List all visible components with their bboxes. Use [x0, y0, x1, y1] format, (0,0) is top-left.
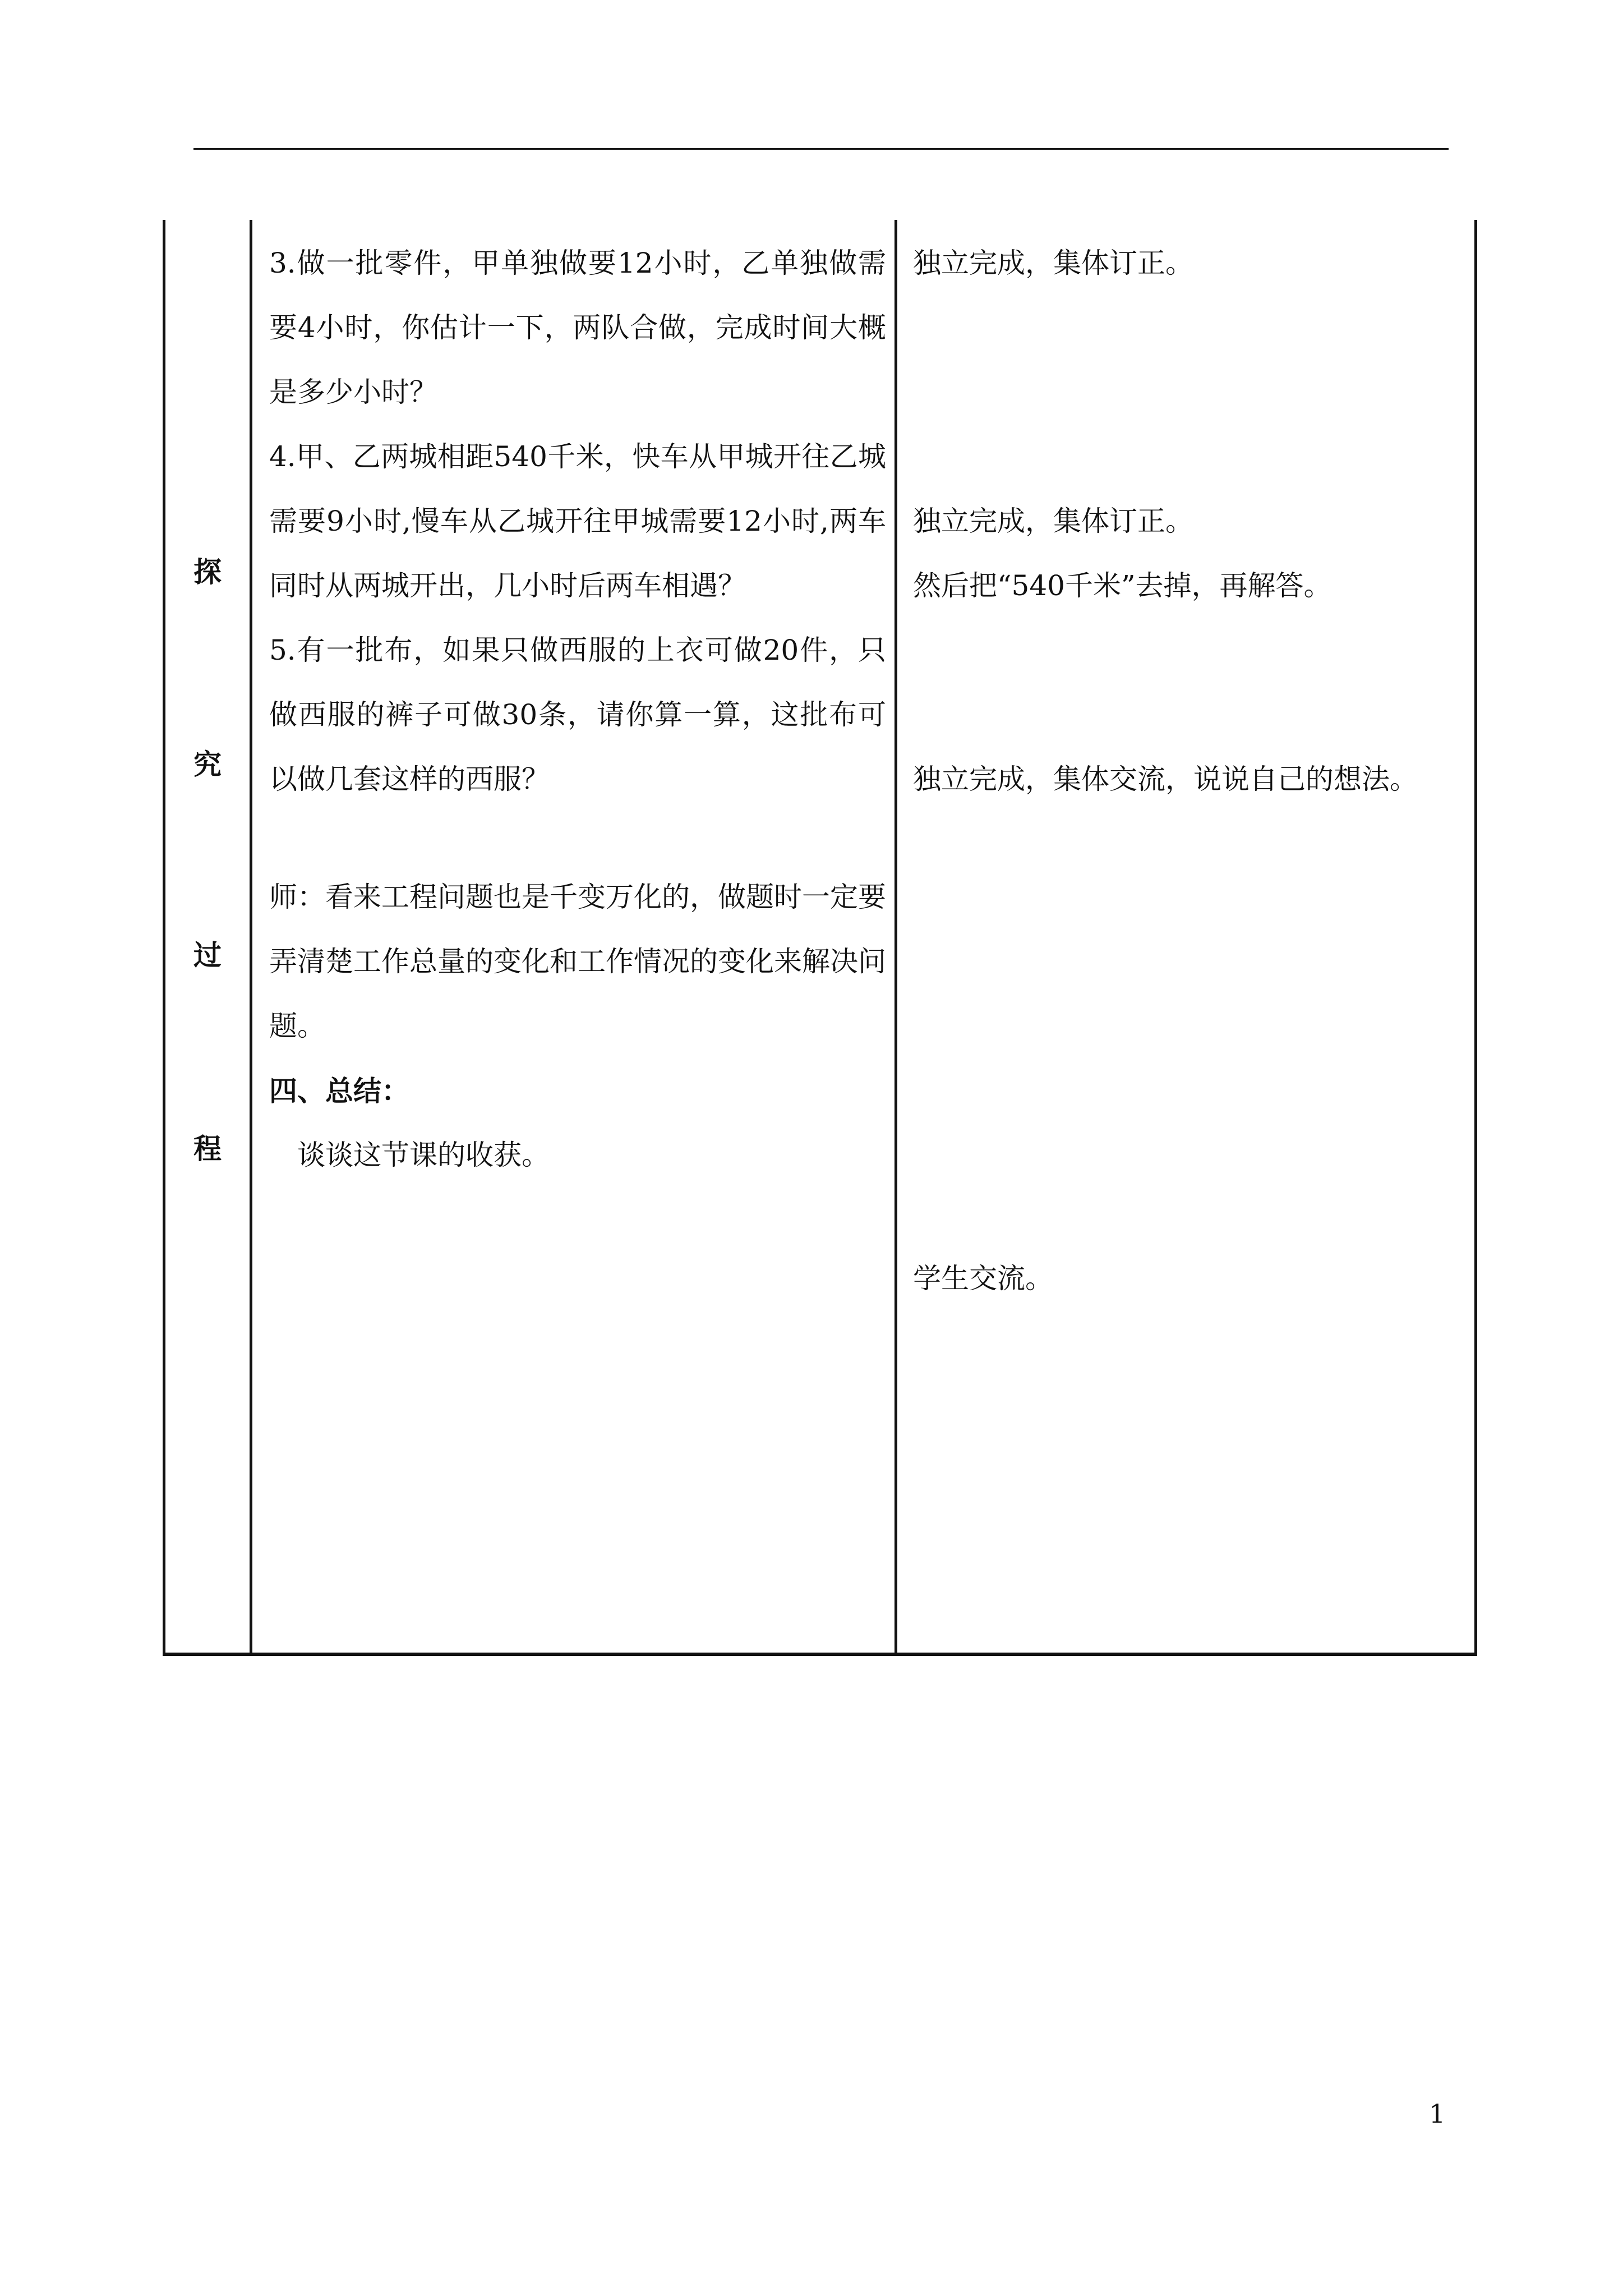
- exercise-3: 3.做一批零件，甲单独做要12小时，乙单独做需要4小时，你估计一下，两队合做，完成时间大概是多少小时？: [269, 247, 886, 408]
- teacher-remark: 师：看来工程问题也是千变万化的，做题时一定要弄清楚工作总量的变化和工作情况的变化来解决问题。: [269, 881, 886, 1042]
- student-activity-note: 独立完成，集体订正。: [913, 247, 1193, 279]
- teaching-process-column: [269, 231, 886, 1188]
- student-activity-note: 然后把“540千米”去掉，再解答。: [913, 569, 1332, 602]
- stage-label-char: 探: [193, 555, 222, 588]
- summary-text: 谈谈这节课的收获。: [297, 1139, 550, 1171]
- table-divider-stage: [250, 220, 252, 1656]
- student-activity-note: 独立完成，集体交流，说说自己的想法。: [913, 763, 1418, 795]
- header-rule: [193, 148, 1449, 150]
- student-activity-note: 独立完成，集体订正。: [913, 505, 1193, 537]
- student-activity-note: 学生交流。: [913, 1262, 1053, 1295]
- lesson-table: [163, 220, 1477, 1656]
- table-border-left: [163, 220, 165, 1656]
- exercise-4: 4.甲、乙两城相距540千米，快车从甲城开往乙城需要9小时,慢车从乙城开往甲城需要12小时,两车同时从两城开出，几小时后两车相遇？: [269, 440, 886, 602]
- page-number: 1: [1429, 2099, 1446, 2129]
- exercise-5: 5.有一批布，如果只做西服的上衣可做20件，只做西服的裤子可做30条，请你算一算，这批布可以做几套这样的西服？: [269, 634, 886, 795]
- stage-label-char: 过: [193, 938, 222, 972]
- table-border-right: [1474, 220, 1477, 1656]
- stage-label-char: 程: [193, 1132, 222, 1165]
- table-divider-notes: [895, 220, 897, 1656]
- summary-heading: 四、总结：: [269, 1074, 409, 1107]
- stage-label-char: 究: [193, 748, 222, 781]
